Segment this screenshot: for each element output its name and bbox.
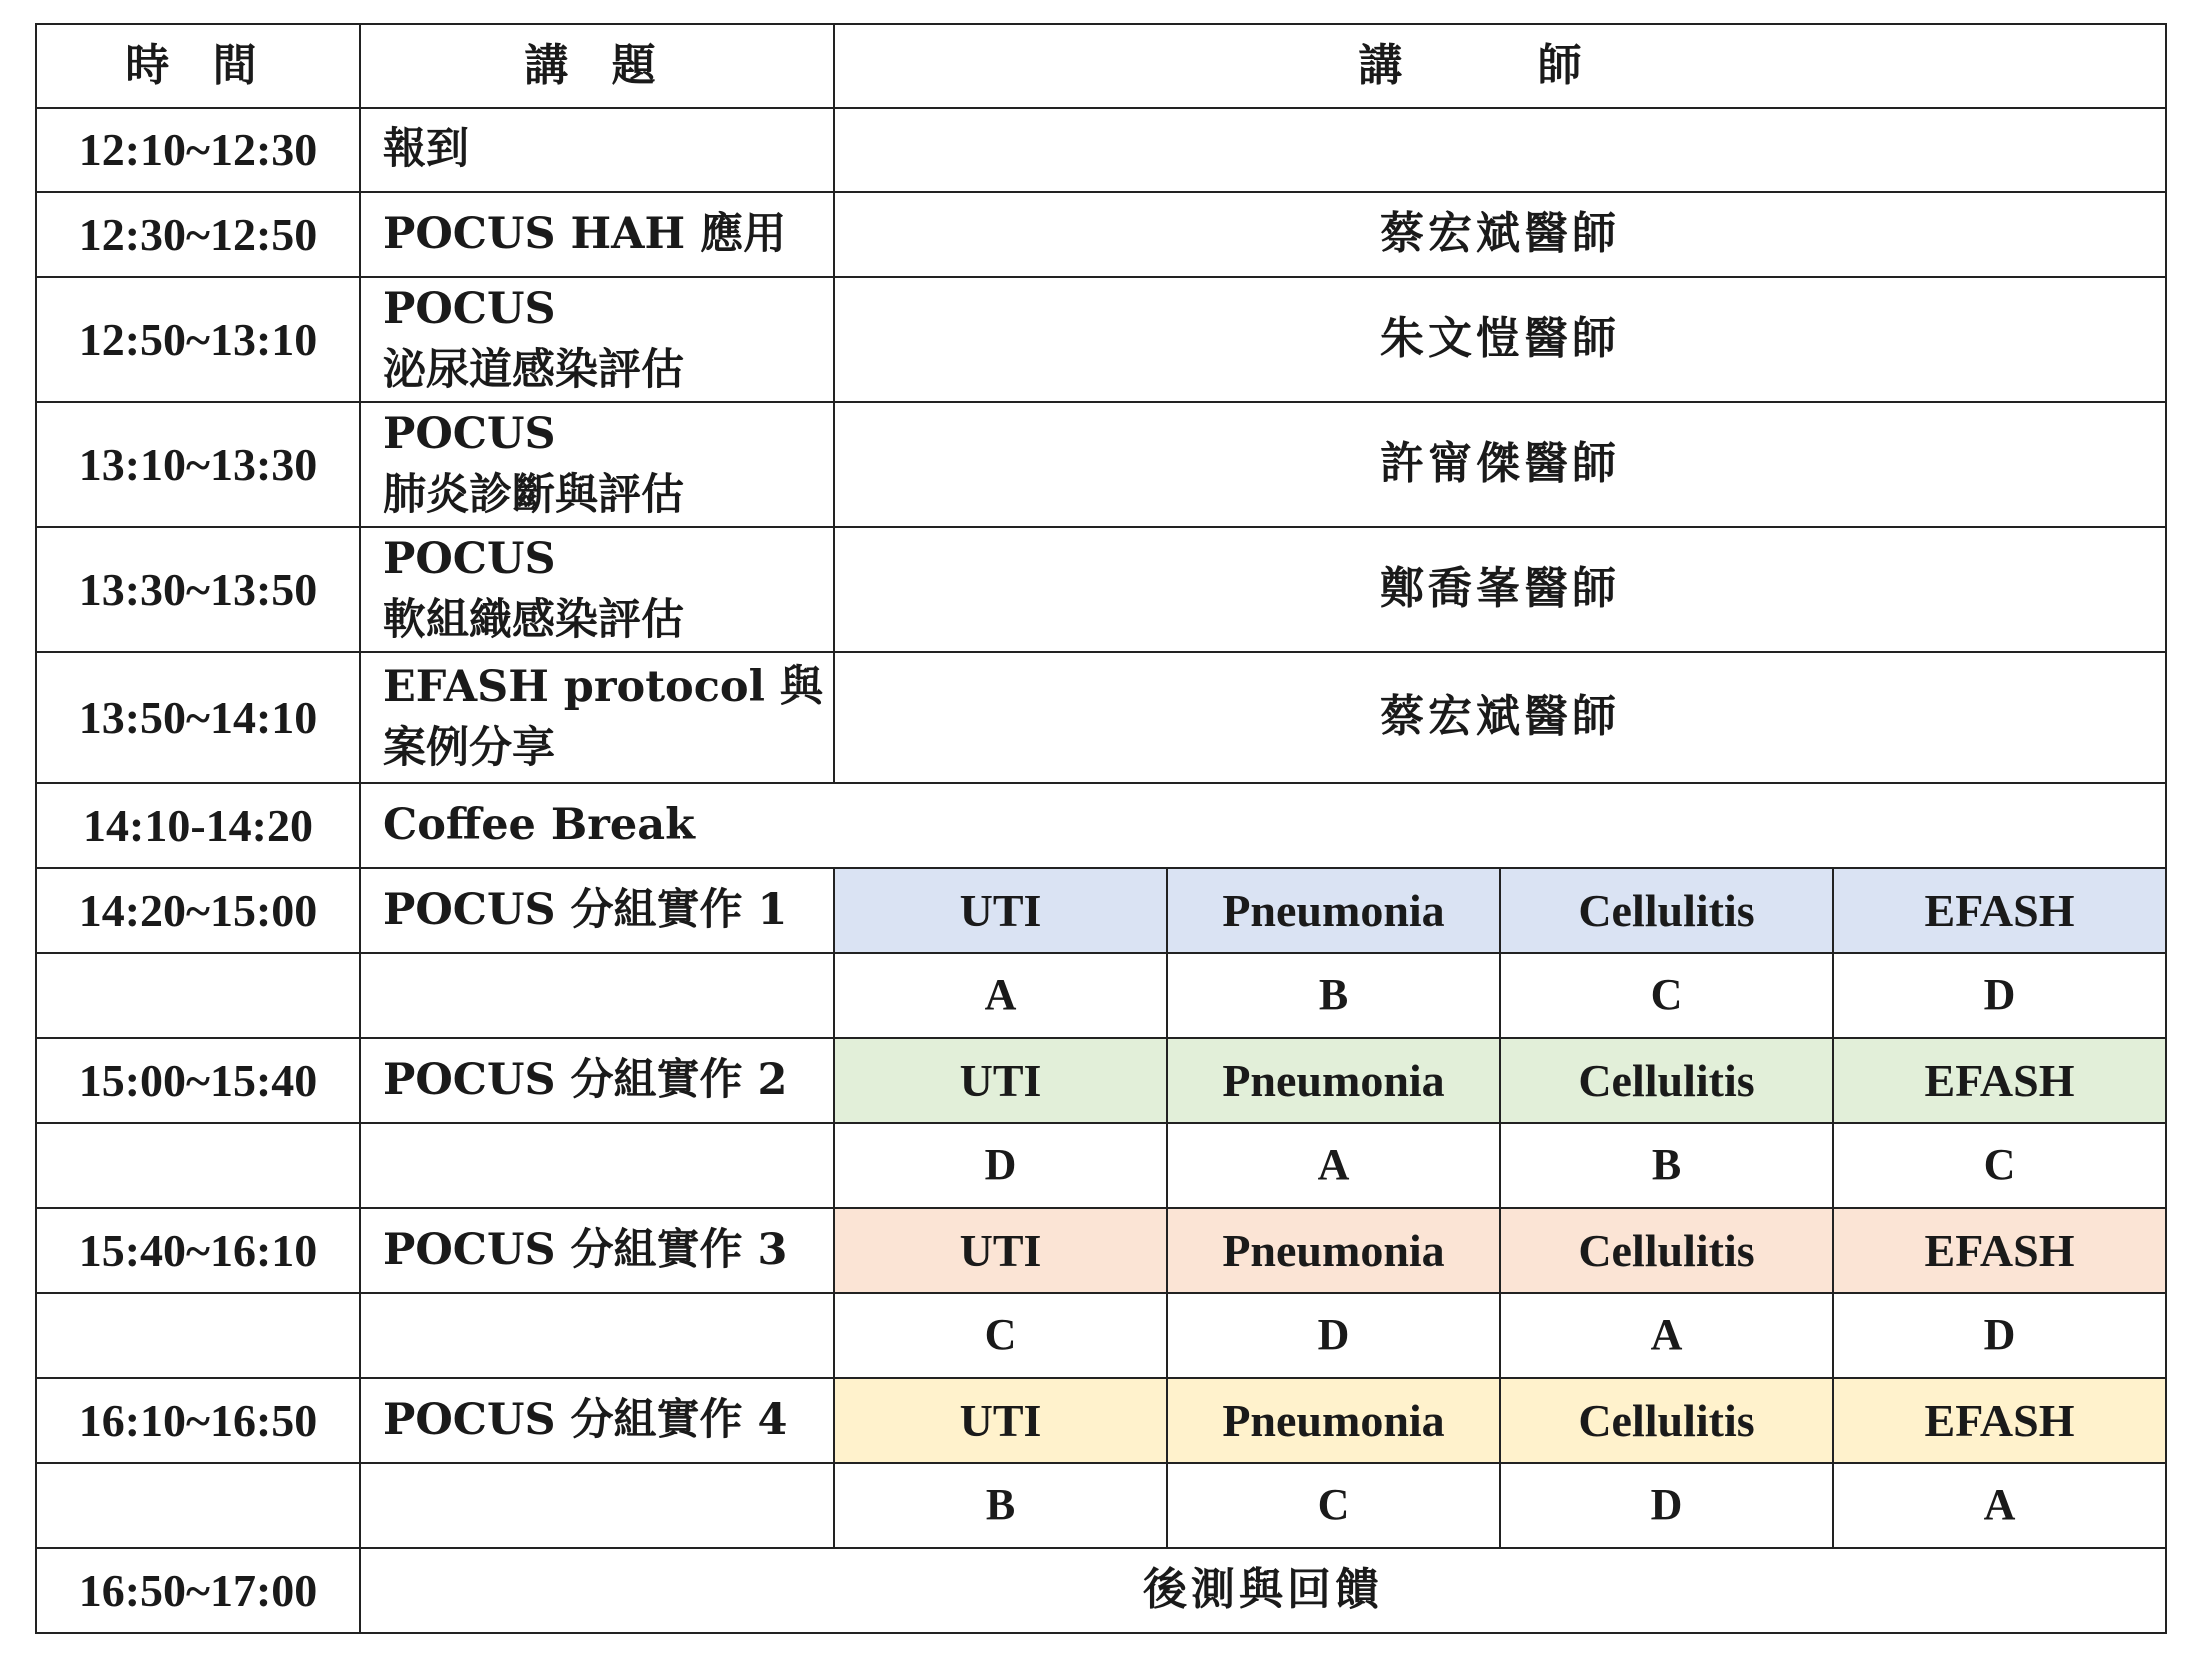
time-cell: 15:40~16:10 <box>36 1208 360 1293</box>
time-cell: 16:10~16:50 <box>36 1378 360 1463</box>
schedule-row <box>36 402 2166 527</box>
group-cell: C <box>1833 1123 2166 1208</box>
empty-cell <box>360 1463 834 1548</box>
time-cell: 14:10-14:20 <box>36 783 360 868</box>
group-cell: D <box>1167 1293 1500 1378</box>
header-topic: 講 題 <box>360 24 834 108</box>
time-cell: 13:10~13:30 <box>36 402 360 527</box>
topic-line: Coffee Break <box>383 799 695 850</box>
practice-station-row <box>36 1038 2166 1123</box>
time-cell: 16:50~17:00 <box>36 1548 360 1633</box>
empty-cell <box>36 1463 360 1548</box>
group-cell: B <box>1500 1123 1833 1208</box>
station-cell: Pneumonia <box>1167 1208 1500 1293</box>
station-cell: Cellulitis <box>1500 1208 1833 1293</box>
practice-group-row <box>36 1293 2166 1378</box>
empty-cell <box>36 1293 360 1378</box>
topic-cell: POCUS 分組實作 3 <box>360 1208 834 1293</box>
group-cell: D <box>1833 1293 2166 1378</box>
group-cell: A <box>1500 1293 1833 1378</box>
speaker-cell: 鄭喬峯醫師 <box>834 527 2166 652</box>
time-cell: 14:20~15:00 <box>36 868 360 953</box>
topic-line: POCUS <box>383 284 556 335</box>
topic-line: POCUS <box>383 534 556 585</box>
topic-line: 軟組織感染評估 <box>383 594 684 645</box>
header-row <box>36 24 2166 108</box>
station-cell: EFASH <box>1833 868 2166 953</box>
topic-cell: POCUS 分組實作 4 <box>360 1378 834 1463</box>
group-cell: D <box>834 1123 1167 1208</box>
topic-line: 案例分享 <box>383 722 555 773</box>
station-cell: EFASH <box>1833 1378 2166 1463</box>
time-cell: 12:30~12:50 <box>36 192 360 277</box>
empty-cell <box>360 1123 834 1208</box>
station-cell: UTI <box>834 1378 1167 1463</box>
station-cell: Pneumonia <box>1167 1378 1500 1463</box>
schedule-table <box>35 23 2167 1634</box>
topic-line: 肺炎診斷與評估 <box>383 469 684 520</box>
topic-cell <box>360 783 2166 868</box>
time-cell: 13:50~14:10 <box>36 652 360 783</box>
topic-line: POCUS HAH 應用 <box>383 208 787 259</box>
topic-cell <box>360 277 834 402</box>
group-cell: C <box>1167 1463 1500 1548</box>
speaker-cell <box>834 108 2166 192</box>
topic-cell: POCUS 分組實作 1 <box>360 868 834 953</box>
topic-cell <box>360 402 834 527</box>
group-cell: D <box>1500 1463 1833 1548</box>
schedule-row <box>36 277 2166 402</box>
topic-line: 泌尿道感染評估 <box>383 344 684 395</box>
time-cell: 12:10~12:30 <box>36 108 360 192</box>
closing-topic-cell: 後測與回饋 <box>360 1548 2166 1633</box>
station-cell: EFASH <box>1833 1038 2166 1123</box>
speaker-cell: 許甯傑醫師 <box>834 402 2166 527</box>
speaker-cell: 朱文愷醫師 <box>834 277 2166 402</box>
time-cell: 13:30~13:50 <box>36 527 360 652</box>
closing-row <box>36 1548 2166 1633</box>
group-cell: C <box>1500 953 1833 1038</box>
time-cell: 15:00~15:40 <box>36 1038 360 1123</box>
schedule-row <box>36 192 2166 277</box>
group-cell: C <box>834 1293 1167 1378</box>
station-cell: EFASH <box>1833 1208 2166 1293</box>
topic-line: 報到 <box>383 124 469 175</box>
practice-group-row <box>36 953 2166 1038</box>
practice-group-row <box>36 1123 2166 1208</box>
topic-cell <box>360 108 834 192</box>
group-cell: A <box>1833 1463 2166 1548</box>
empty-cell <box>360 1293 834 1378</box>
practice-station-row <box>36 868 2166 953</box>
empty-cell <box>36 1123 360 1208</box>
speaker-cell: 蔡宏斌醫師 <box>834 652 2166 783</box>
time-cell: 12:50~13:10 <box>36 277 360 402</box>
station-cell: UTI <box>834 1208 1167 1293</box>
station-cell: UTI <box>834 1038 1167 1123</box>
group-cell: A <box>834 953 1167 1038</box>
topic-cell <box>360 652 834 783</box>
station-cell: UTI <box>834 868 1167 953</box>
topic-line: POCUS <box>383 409 556 460</box>
topic-cell <box>360 192 834 277</box>
topic-cell: POCUS 分組實作 2 <box>360 1038 834 1123</box>
schedule-row <box>36 783 2166 868</box>
station-cell: Cellulitis <box>1500 1378 1833 1463</box>
schedule-row <box>36 652 2166 783</box>
group-cell: A <box>1167 1123 1500 1208</box>
practice-station-row <box>36 1208 2166 1293</box>
topic-line: EFASH protocol 與 <box>383 662 823 713</box>
station-cell: Pneumonia <box>1167 868 1500 953</box>
station-cell: Pneumonia <box>1167 1038 1500 1123</box>
header-time: 時 間 <box>36 24 360 108</box>
topic-cell <box>360 527 834 652</box>
practice-group-row <box>36 1463 2166 1548</box>
station-cell: Cellulitis <box>1500 1038 1833 1123</box>
schedule-row <box>36 108 2166 192</box>
group-cell: B <box>1167 953 1500 1038</box>
empty-cell <box>360 953 834 1038</box>
empty-cell <box>36 953 360 1038</box>
station-cell: Cellulitis <box>1500 868 1833 953</box>
header-speaker: 講 師 <box>834 24 2166 108</box>
speaker-cell: 蔡宏斌醫師 <box>834 192 2166 277</box>
group-cell: D <box>1833 953 2166 1038</box>
schedule-row <box>36 527 2166 652</box>
practice-station-row <box>36 1378 2166 1463</box>
group-cell: B <box>834 1463 1167 1548</box>
